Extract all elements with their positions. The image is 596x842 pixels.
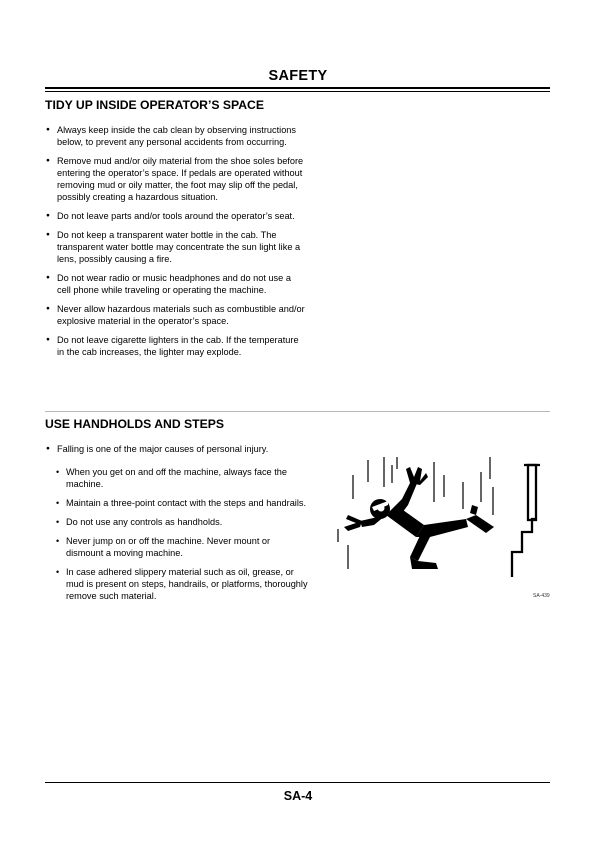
- list-item: ● Never allow hazardous materials such as combustible and/or explosive material in the operator’s space.: [45, 303, 307, 327]
- steps-icon: [512, 465, 540, 577]
- list-item: ● Do not leave parts and/or tools around the operator’s seat.: [45, 210, 307, 222]
- list-item: ● Remove mud and/or oily material from the shoe soles before entering the operator’s space. If pedals are operated without removing mud or oily matter, the foot may slip off the pedal, possibly creating a hazardous situation.: [45, 155, 307, 203]
- sub-list-item: • Do not use any controls as handholds.: [55, 516, 309, 528]
- page-number: SA-4: [283, 789, 313, 803]
- list-item: ● Always keep inside the cab clean by observing instructions below, to prevent any personal accidents from occurring.: [45, 124, 307, 148]
- section-title-tidy-up: TIDY UP INSIDE OPERATOR’S SPACE: [45, 98, 264, 112]
- tidy-up-list: [45, 124, 307, 365]
- list-item: ● Do not keep a transparent water bottle in the cab. The transparent water bottle may concentrate the sun light like a lens, possibly causing a fire.: [45, 229, 307, 265]
- falling-person-illustration: [326, 457, 546, 582]
- list-item: ● Do not leave cigarette lighters in the cab. If the temperature in the cab increases, the lighter may explode.: [45, 334, 307, 358]
- sub-list-item: • In case adhered slippery material such as oil, grease, or mud is present on steps, handrails, or platforms, thoroughly remove such material.: [55, 566, 309, 602]
- list-item: ● Do not wear radio or music headphones and do not use a cell phone while traveling or operating the machine.: [45, 272, 307, 296]
- header-rule-thick: [45, 87, 550, 89]
- section-title-handholds: USE HANDHOLDS AND STEPS: [45, 417, 224, 431]
- section-divider: [45, 411, 550, 412]
- sub-list-item: • Never jump on or off the machine. Never mount or dismount a moving machine.: [55, 535, 309, 559]
- list-item-lead: ● Falling is one of the major causes of personal injury.: [45, 443, 307, 455]
- falling-person-icon: [344, 467, 494, 569]
- header-rule-thin: [45, 91, 550, 92]
- handholds-sub-list: [55, 466, 309, 609]
- sub-list-item: • Maintain a three-point contact with the steps and handrails.: [55, 497, 309, 509]
- figure-code: SA-439: [533, 593, 550, 599]
- footer-rule: [45, 782, 550, 783]
- sub-list-item: • When you get on and off the machine, always face the machine.: [55, 466, 309, 490]
- page-header-title: SAFETY: [268, 68, 328, 84]
- handholds-lead-list: [45, 443, 307, 462]
